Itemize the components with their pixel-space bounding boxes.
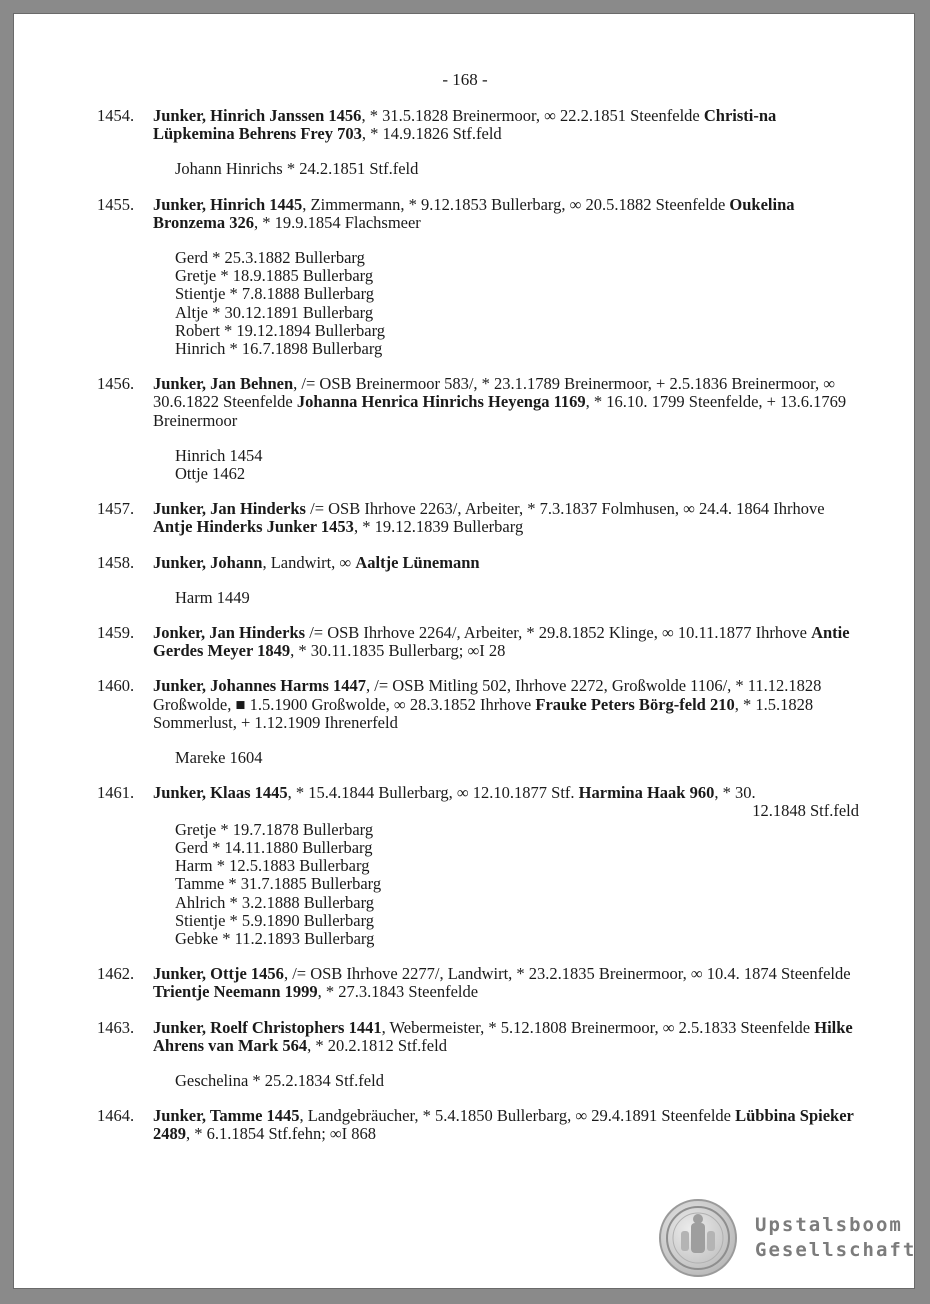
child: Gerd * 14.11.1880 Bullerbarg (175, 837, 373, 857)
child: Harm 1449 (175, 587, 250, 607)
child: Hinrich 1454 (175, 445, 263, 465)
child: Gebke * 11.2.1893 Bullerbarg (175, 928, 375, 948)
entry-number: 1454. (97, 106, 135, 125)
spouse-details: , * 1.5.1828 Sommerlust, + 1.12.1909 Ihrenerfeld (153, 694, 814, 732)
entry-number: 1461. (97, 783, 135, 803)
entry-text (153, 624, 859, 660)
child: Gerd * 25.3.1882 Bullerbarg (175, 248, 365, 268)
entry-number: 1459. (97, 623, 135, 643)
entry-text (153, 677, 859, 732)
entry-details: /= OSB Ihrhove 2264/, Arbeiter, * 29.8.1852 Klinge, ∞ 10.11.1877 Ihrhove (305, 623, 812, 643)
entry-1464 (0, 1107, 930, 1143)
entry-text (153, 107, 859, 143)
logo-line-2: Gesellschaft (755, 1239, 917, 1261)
entry-text (153, 500, 859, 536)
children-list (175, 821, 930, 948)
children-list (175, 160, 930, 178)
entry-details: , /= OSB Ihrhove 2277/, Landwirt, * 23.2.1835 Breinermoor, ∞ 10.4. 1874 Steenfelde (283, 964, 851, 984)
seal-icon (659, 1199, 737, 1277)
child: Hinrich * 16.7.1898 Bullerbarg (175, 339, 383, 359)
person-name: Junker, Johann (153, 552, 263, 572)
spouse-details: , * 19.9.1854 Flachsmeer (253, 212, 421, 232)
page-number: - 168 - (442, 70, 488, 89)
person-name: Junker, Jan Behnen (153, 374, 294, 394)
spouse-details: , * 6.1.1854 Stf.fehn; ∞I 868 (186, 1124, 377, 1144)
child: Stientje * 5.9.1890 Bullerbarg (175, 910, 375, 930)
entry-1462 (0, 965, 930, 1001)
entry-1456 (0, 375, 930, 483)
child: Gretje * 19.7.1878 Bullerbarg (175, 819, 374, 839)
publisher-logo (659, 1199, 916, 1277)
spouse-name: Antie Gerdes Meyer 1849 (153, 623, 850, 661)
person-name: Jonker, Jan Hinderks (153, 623, 306, 643)
entry-1458 (0, 554, 930, 607)
entry-details: , Landgebräucher, * 5.4.1850 Bullerbarg, ∞ 29.4.1891 Steenfelde (299, 1106, 736, 1126)
entry-number: 1460. (97, 676, 135, 696)
entry-number: 1455. (97, 194, 135, 214)
children-list (175, 1072, 930, 1090)
entry-details: , * 15.4.1844 Bullerbarg, ∞ 12.10.1877 Stf. (287, 783, 579, 803)
spouse-name: Hilke Ahrens van Mark 564 (153, 1017, 853, 1055)
spouse-details: , * 30.11.1835 Bullerbarg; ∞I 28 (290, 641, 506, 661)
entry-list (0, 107, 930, 1161)
person-name: Junker, Ottje 1456 (153, 964, 284, 984)
entry-1454 (0, 107, 930, 179)
children-list (175, 447, 930, 483)
spouse-name: Johanna Henrica Hinrichs Heyenga 1169 (296, 392, 586, 412)
child: Ahlrich * 3.2.1888 Bullerbarg (175, 892, 375, 912)
entry-number: 1458. (97, 552, 135, 572)
entry-text (153, 1107, 859, 1143)
child: Altje * 30.12.1891 Bullerbarg (175, 302, 374, 322)
entry-1461 (0, 784, 930, 948)
entry-text (153, 375, 859, 430)
child: Stientje * 7.8.1888 Bullerbarg (175, 284, 375, 304)
entry-text (153, 1019, 859, 1055)
entry-text (153, 196, 859, 232)
entry-1463 (0, 1019, 930, 1091)
person-name: Junker, Jan Hinderks (153, 499, 306, 519)
logo-line-1: Upstalsboom (755, 1214, 903, 1236)
spouse-name: Christi-na Lüpkemina Behrens Frey 703 (153, 106, 777, 144)
person-name: Junker, Klaas 1445 (153, 783, 288, 803)
entry-number: 1464. (97, 1106, 135, 1126)
person-name: Junker, Johannes Harms 1447 (153, 676, 367, 696)
spouse-name: Trientje Neemann 1999 (153, 982, 318, 1002)
entry-text (153, 554, 859, 572)
child: Geschelina * 25.2.1834 Stf.feld (175, 1070, 384, 1090)
person-name: Junker, Hinrich Janssen 1456 (153, 106, 362, 125)
entry-details: , Webermeister, * 5.12.1808 Breinermoor, ∞ 2.5.1833 Steenfelde (381, 1017, 815, 1037)
child: Ottje 1462 (175, 464, 246, 484)
entry-1457 (0, 500, 930, 536)
entry-text (153, 784, 859, 820)
spouse-details-tail: 12.1848 Stf.feld (752, 801, 859, 821)
person-name: Junker, Tamme 1445 (153, 1106, 300, 1126)
entry-details: , Landwirt, ∞ (262, 552, 356, 572)
child: Johann Hinrichs * 24.2.1851 Stf.feld (175, 159, 419, 179)
person-name: Junker, Roelf Christophers 1441 (153, 1017, 382, 1037)
entry-number: 1457. (97, 499, 135, 519)
spouse-details: , * 30. (714, 783, 756, 803)
spouse-name: Antje Hinderks Junker 1453 (153, 517, 354, 537)
entry-number: 1463. (97, 1017, 135, 1037)
child: Mareke 1604 (175, 748, 263, 768)
entry-number: 1456. (97, 374, 135, 394)
spouse-name: Harmina Haak 960 (578, 783, 715, 803)
children-list (175, 249, 930, 358)
spouse-name: Lübbina Spieker 2489 (153, 1106, 854, 1144)
entry-1460 (0, 677, 930, 767)
spouse-name: Frauke Peters Börg-feld 210 (535, 694, 735, 714)
person-name: Junker, Hinrich 1445 (153, 194, 303, 214)
spouse-details: , * 27.3.1843 Steenfelde (317, 982, 479, 1002)
children-list (175, 589, 930, 607)
entry-details: , Zimmermann, * 9.12.1853 Bullerbarg, ∞ 20.5.1882 Steenfelde (302, 194, 730, 214)
entry-details: , /= OSB Mitling 502, Ihrhove 2272, Großwolde 1106/, * 11.12.1828 Großwolde, ■ 1.5.1900 Großwolde, ∞ 28.3.1852 Ihrhove (153, 676, 822, 714)
spouse-name: Aaltje Lünemann (355, 552, 480, 572)
child: Tamme * 31.7.1885 Bullerbarg (175, 874, 382, 894)
entry-details: , * 31.5.1828 Breinermoor, ∞ 22.2.1851 Steenfelde (361, 106, 704, 125)
entry-number: 1462. (97, 964, 135, 984)
logo-wordmark (755, 1213, 916, 1263)
child: Harm * 12.5.1883 Bullerbarg (175, 856, 370, 876)
child: Gretje * 18.9.1885 Bullerbarg (175, 266, 374, 286)
spouse-name: Oukelina Bronzema 326 (153, 194, 795, 232)
entry-text (153, 965, 859, 1001)
entry-1455 (0, 196, 930, 359)
children-list (175, 749, 930, 767)
entry-details: /= OSB Ihrhove 2263/, Arbeiter, * 7.3.1837 Folmhusen, ∞ 24.4. 1864 Ihrhove (305, 499, 825, 519)
child: Robert * 19.12.1894 Bullerbarg (175, 320, 386, 340)
spouse-details: , * 16.10. 1799 Steenfelde, + 13.6.1769 Breinermoor (153, 392, 847, 430)
entry-details: , /= OSB Breinermoor 583/, * 23.1.1789 Breinermoor, + 2.5.1836 Breinermoor, ∞ 30.6.1822 Steenfelde (153, 374, 836, 412)
entry-1459 (0, 624, 930, 660)
spouse-details: , * 14.9.1826 Stf.feld (361, 124, 502, 144)
spouse-details: , * 19.12.1839 Bullerbarg (353, 517, 524, 537)
spouse-details: , * 20.2.1812 Stf.feld (307, 1035, 447, 1055)
